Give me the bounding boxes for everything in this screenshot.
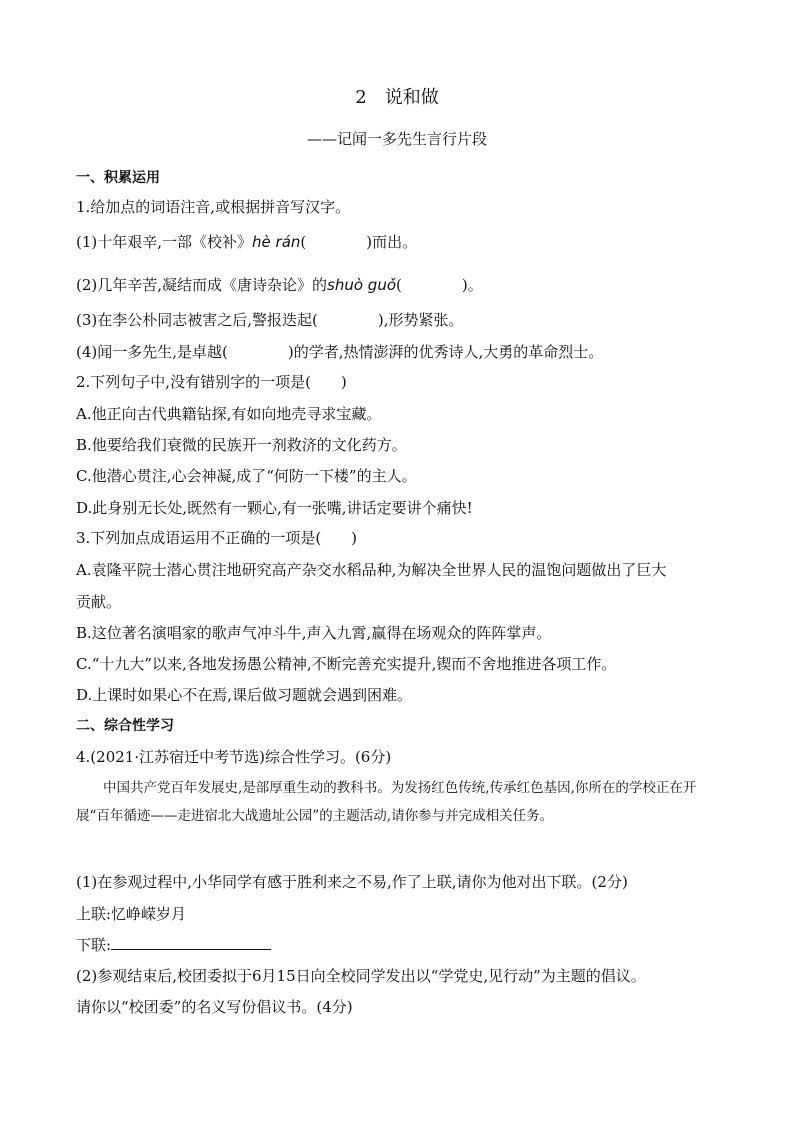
question-1-item-1 <box>76 232 417 252</box>
couplet-lower-label: 下联: <box>76 936 112 954</box>
question-2-option-b[interactable]: B.他要给我们衰微的民族开一剂救济的文化药方。 <box>76 436 407 454</box>
item-1-pinyin: hè rán <box>252 233 301 251</box>
section-heading-comprehensive: 二、综合性学习 <box>76 718 174 734</box>
question-3-option-a-cont: 贡献。 <box>76 593 122 611</box>
question-3-stem: 3.下列加点成语运用不正确的一项是( ) <box>76 529 358 547</box>
question-1-item-2 <box>76 275 483 295</box>
question-1-item-3[interactable]: (3)在李公朴同志被害之后,警报迭起( ),形势紧张。 <box>76 311 464 329</box>
question-2-option-a[interactable]: A.他正向古代典籍钻探,有如向地壳寻求宝藏。 <box>76 405 382 423</box>
item-2-prefix: (2)几年辛苦,凝结而成《唐诗杂论》的 <box>76 276 328 294</box>
question-2-stem: 2.下列句子中,没有错别字的一项是( ) <box>76 373 347 391</box>
lesson-subtitle: ——记闻一多先生言行片段 <box>306 130 487 148</box>
question-4-passage: 中国共产党百年发展史,是部厚重生动的教科书。为发扬红色传统,传承红色基因,你所在的学校正在开展“百年循迹——走进宿北大战遗址公园”的主题活动,请你参与并完成相关任务。 <box>76 780 697 824</box>
lesson-title: 2 说和做 <box>355 87 439 108</box>
question-2-option-d[interactable]: D.此身别无长处,既然有一颗心,有一张嘴,讲话定要讲个痛快! <box>76 499 473 517</box>
question-4-sub-2-line-1: (2)参观结束后,校团委拟于6月15日向全校同学发出以“学党史,见行动”为主题的倡议。 <box>76 967 646 985</box>
item-2-pinyin: shuò guǒ <box>327 276 397 294</box>
question-2-option-c[interactable]: C.他潜心贯注,心会神凝,成了“何防一下楼”的主人。 <box>76 467 417 485</box>
couplet-lower <box>76 935 271 955</box>
couplet-upper: 上联:忆峥嵘岁月 <box>76 905 187 923</box>
question-3-option-d[interactable]: D.上课时如果心不在焉,课后做习题就会遇到困难。 <box>76 686 413 704</box>
question-4-stem: 4.(2021·江苏宿迁中考节选)综合性学习。(6分) <box>76 748 392 766</box>
item-1-answer-blank[interactable]: ( )而出。 <box>300 233 418 251</box>
couplet-answer-line[interactable] <box>111 935 271 950</box>
question-3-option-b[interactable]: B.这位著名演唱家的歌声气冲斗牛,声入九霄,赢得在场观众的阵阵掌声。 <box>76 624 552 642</box>
question-1-item-4[interactable]: (4)闻一多先生,是卓越( )的学者,热情澎湃的优秀诗人,大勇的革命烈士。 <box>76 343 604 361</box>
question-1-stem: 1.给加点的词语注音,或根据拼音写汉字。 <box>76 198 351 216</box>
question-4-sub-1: (1)在参观过程中,小华同学有感于胜利来之不易,作了上联,请你为他对出下联。(2分) <box>76 873 628 891</box>
item-1-prefix: (1)十年艰辛,一部《校补》 <box>76 233 253 251</box>
section-heading-accumulation: 一、积累运用 <box>76 170 160 186</box>
question-3-option-a[interactable]: A.袁隆平院士潜心贯注地研究高产杂交水稻品种,为解决全世界人民的温饱问题做出了巨大 <box>76 561 667 579</box>
question-4-sub-2-line-2: 请你以“校团委”的名义写份倡议书。(4分) <box>76 998 353 1016</box>
question-3-option-c[interactable]: C.“十九大”以来,各地发扬愚公精神,不断完善充实提升,锲而不舍地推进各项工作。 <box>76 655 617 673</box>
item-2-answer-blank[interactable]: ( )。 <box>396 276 483 294</box>
